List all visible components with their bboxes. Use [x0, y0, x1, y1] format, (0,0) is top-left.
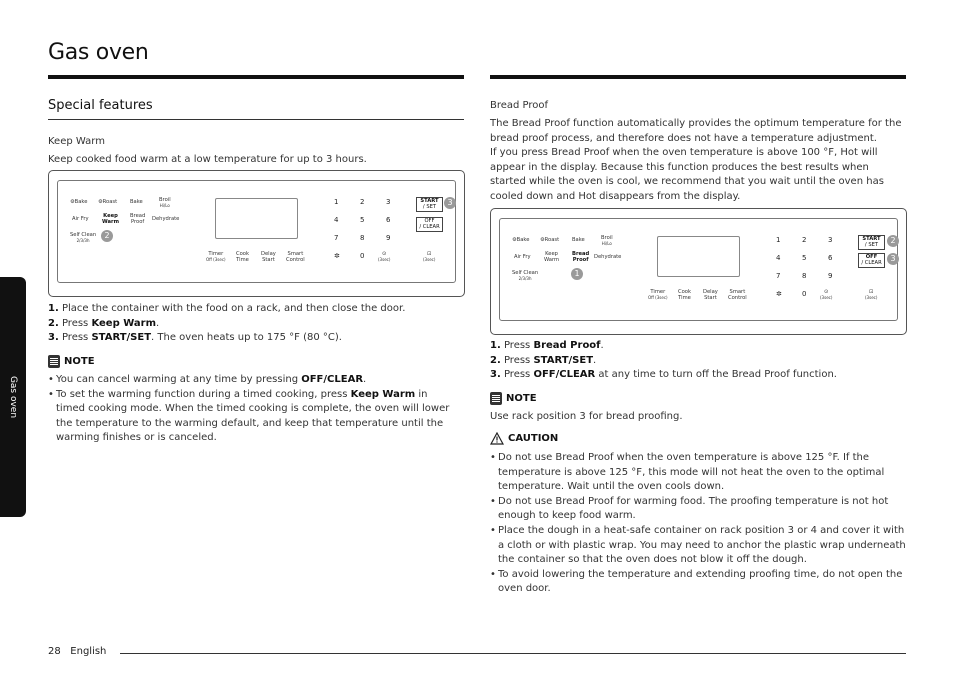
footer-rule — [120, 653, 906, 654]
step-1: 1. Place the container with the food on a rack, and then close the door. — [48, 303, 406, 314]
step-1: 1. Press Bread Proof. — [490, 340, 604, 351]
key-5: 5 — [802, 254, 807, 262]
bake-icon-button: ⚙Bake — [512, 237, 530, 243]
title-rule-left — [48, 75, 464, 79]
callout-2: 2 — [101, 230, 113, 242]
dehydrate-button: Dehydrate — [152, 216, 180, 222]
caution-icon — [490, 432, 504, 445]
bake-button: Bake — [130, 199, 143, 205]
key-2: 2 — [360, 198, 365, 206]
off-clear-button: OFF / CLEAR — [858, 253, 885, 268]
smart-control-button: Smart Control — [728, 289, 747, 301]
display-window — [657, 236, 740, 277]
broil-button: Broil Hi/Lo — [601, 235, 613, 246]
roast-button: ⚙Roast — [98, 199, 118, 205]
light-icon: ✲ — [334, 252, 340, 260]
step-2: 2. Press Keep Warm. — [48, 317, 160, 329]
step-2: 2. Press START/SET. — [490, 354, 597, 366]
side-tab-label: Gas oven — [8, 375, 18, 419]
step-3: 3. Press OFF/CLEAR at any time to turn off the Bread Proof function. — [490, 369, 837, 381]
lock-button: ⊡ (3sec) — [423, 251, 436, 262]
note-list-left — [48, 373, 453, 446]
note-heading-right: NOTE — [490, 392, 537, 405]
cook-time-button: Cook Time — [678, 289, 691, 301]
footer-language: English — [70, 646, 107, 657]
key-7: 7 — [334, 234, 339, 242]
key-8: 8 — [802, 272, 807, 280]
key-8: 8 — [360, 234, 365, 242]
key-5: 5 — [360, 216, 365, 224]
page-title: Gas oven — [48, 40, 149, 65]
delay-start-button: Delay Start — [703, 289, 718, 301]
light-icon: ✲ — [776, 290, 782, 298]
note-item: • To set the warming function during a timed cooking, press Keep Warm in timed cooking mode. When the timed cooking is complete, the oven will lower the temperature to the warming default, and keep that temperature until the warming finishes or is canceled. — [48, 388, 453, 446]
control-panel-inner — [499, 218, 898, 321]
key-0: 0 — [802, 290, 807, 298]
title-rule-right — [490, 75, 906, 79]
key-0: 0 — [360, 252, 365, 260]
key-1: 1 — [334, 198, 339, 206]
caution-heading: CAUTION — [490, 432, 558, 445]
keep-warm-button: Keep Warm — [544, 251, 560, 263]
caution-item: • Do not use Bread Proof when the oven temperature is above 125 °F. If the temperature is above 125 °F, this mode will not heat the oven to the optimal temperature. Wait until the oven cools down. — [490, 451, 906, 495]
lock-button: ⊡ (3sec) — [865, 289, 878, 300]
bake-icon-button: ⚙Bake — [70, 199, 88, 205]
caution-list — [490, 451, 906, 597]
control-panel-diagram-right — [490, 208, 907, 335]
bread-proof-para-2: If you press Bread Proof when the oven temperature is above 100 °F, Hot will appear in the display. Because this function produces the best results when started while the oven is cool, we recommend that you wait until the oven has cooled down and Hot disappears from the display. — [490, 147, 884, 202]
callout-3: 3 — [444, 197, 456, 209]
key-1: 1 — [776, 236, 781, 244]
display-window — [215, 198, 298, 239]
key-4: 4 — [776, 254, 781, 262]
timer-button: Timer Off (3sec) — [648, 289, 668, 300]
key-6: 6 — [386, 216, 391, 224]
wifi-button: ⊙ (3sec) — [378, 251, 391, 262]
key-2: 2 — [802, 236, 807, 244]
roast-button: ⚙Roast — [540, 237, 560, 243]
section-title: Special features — [48, 98, 153, 113]
footer — [48, 646, 106, 657]
step-3: 3. Press START/SET. The oven heats up to 175 °F (80 °C). — [48, 332, 342, 344]
keep-warm-intro: Keep cooked food warm at a low temperature for up to 3 hours. — [48, 154, 367, 165]
start-set-button: START / SET — [858, 235, 885, 250]
caution-item: • Do not use Bread Proof for warming food. The proofing temperature is not hot enough to keep food warm. — [490, 495, 906, 524]
bread-proof-button: Bread Proof — [572, 251, 590, 263]
air-fry-button: Air Fry — [514, 254, 531, 260]
start-set-button: START / SET — [416, 197, 443, 212]
key-6: 6 — [828, 254, 833, 262]
caution-item: • To avoid lowering the temperature and extending proofing time, do not open the oven door. — [490, 568, 906, 597]
self-clean-button: Self Clean 2/3/3h — [512, 270, 539, 281]
dehydrate-button: Dehydrate — [594, 254, 622, 260]
keep-warm-steps — [48, 302, 464, 346]
callout-2: 2 — [887, 235, 899, 247]
cook-time-button: Cook Time — [236, 251, 249, 263]
key-9: 9 — [828, 272, 833, 280]
key-3: 3 — [828, 236, 833, 244]
delay-start-button: Delay Start — [261, 251, 276, 263]
keep-warm-button: Keep Warm — [102, 213, 120, 225]
bread-proof-subtitle: Bread Proof — [490, 100, 549, 111]
note-text-right: Use rack position 3 for bread proofing. — [490, 411, 683, 422]
air-fry-button: Air Fry — [72, 216, 89, 222]
note-icon — [490, 392, 502, 405]
note-item: • You can cancel warming at any time by pressing OFF/CLEAR. — [48, 373, 453, 388]
page-number: 28 — [48, 646, 61, 657]
keep-warm-subtitle: Keep Warm — [48, 136, 105, 147]
control-panel-inner — [57, 180, 456, 283]
bake-button: Bake — [572, 237, 585, 243]
key-7: 7 — [776, 272, 781, 280]
key-9: 9 — [386, 234, 391, 242]
off-clear-button: OFF / CLEAR — [416, 217, 443, 232]
wifi-button: ⊙ (3sec) — [820, 289, 833, 300]
bread-proof-button: Bread Proof — [130, 213, 146, 225]
broil-button: Broil Hi/Lo — [159, 197, 171, 208]
callout-1: 1 — [571, 268, 583, 280]
note-heading-left: NOTE — [48, 355, 95, 368]
bread-proof-steps — [490, 339, 906, 383]
self-clean-button: Self Clean 2/3/3h — [70, 232, 97, 243]
note-icon — [48, 355, 60, 368]
bread-proof-para-1: The Bread Proof function automatically provides the optimum temperature for the bread proof process, and therefore does not have a temperature adjustment. — [490, 118, 902, 144]
side-tab — [0, 277, 26, 517]
section-rule — [48, 119, 464, 120]
control-panel-diagram-left — [48, 170, 465, 297]
caution-item: • Place the dough in a heat-safe container on rack position 3 or 4 and cover it with a cloth or with plastic wrap. You may need to anchor the plastic wrap underneath the container so that the oven does not blow it off the dough. — [490, 524, 906, 568]
bread-proof-desc — [490, 117, 906, 205]
timer-button: Timer Off (3sec) — [206, 251, 226, 262]
callout-3: 3 — [887, 253, 899, 265]
key-4: 4 — [334, 216, 339, 224]
key-3: 3 — [386, 198, 391, 206]
smart-control-button: Smart Control — [286, 251, 305, 263]
